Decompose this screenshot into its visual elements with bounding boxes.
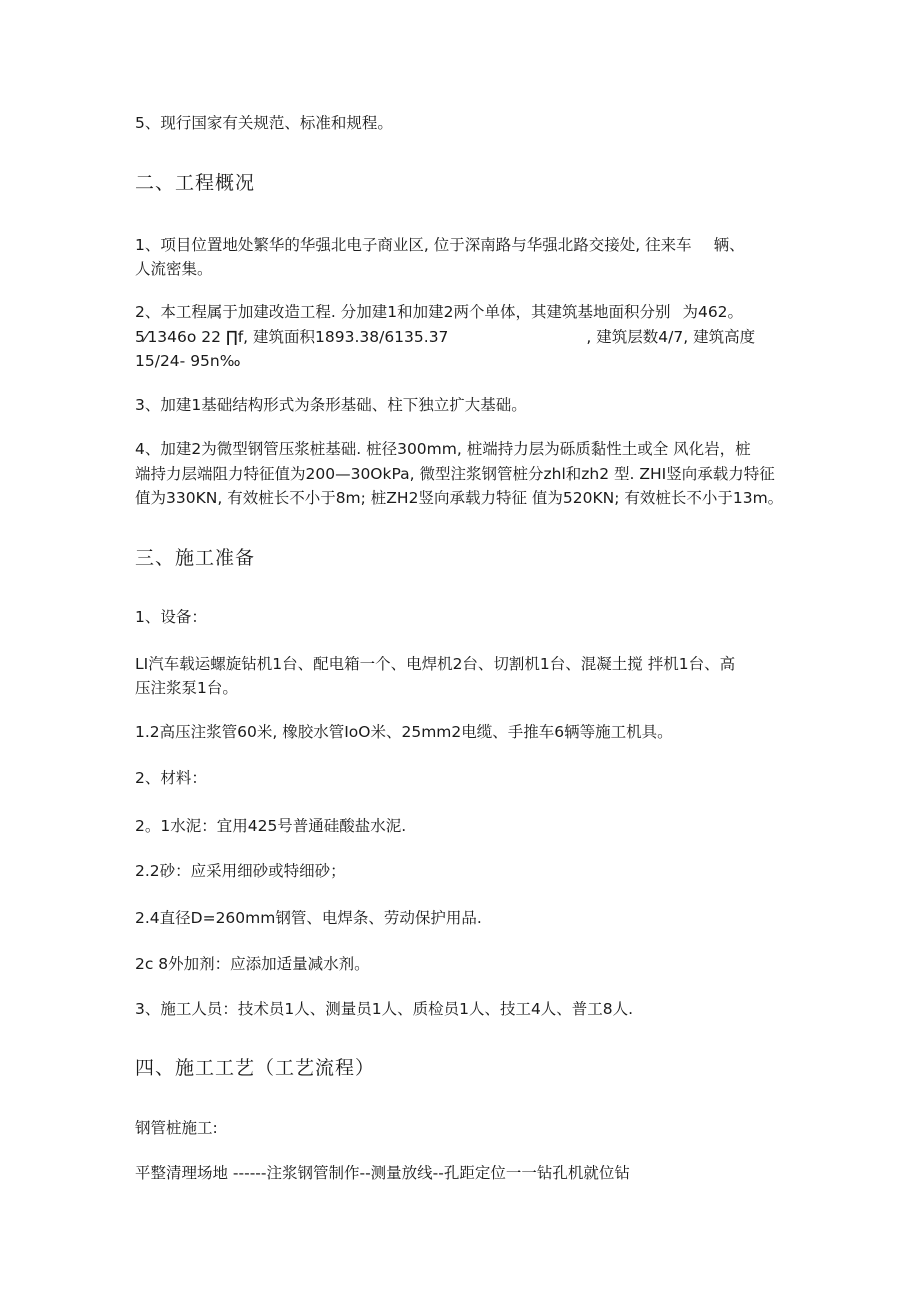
item-5-standards: 5、现行国家有关规范、标准和规程。 (135, 114, 393, 132)
section-2-title: 二、工程概况 (135, 172, 256, 194)
prep-1-1-line2: 压注浆泵1台。 (135, 679, 238, 697)
overview-2-line1 (135, 301, 743, 323)
prep-2-4: 2.4直径D=260mm钢管、电焊条、劳动保护用品. (135, 909, 482, 927)
prep-2-c8: 2c 8外加剂：应添加适量减水剂。 (135, 955, 370, 973)
prep-1-title: 1、设备： (135, 608, 207, 626)
section-4-title: 四、施工工艺（工艺流程） (135, 1057, 376, 1079)
overview-4-line2: 端持力层端阻力特征值为200—30OkPa, 微型注浆钢管桩分zhl和zh2 型. ZHI竖向承载力特征 (135, 465, 775, 483)
overview-3: 3、加建1基础结构形式为条形基础、柱下独立扩大基础。 (135, 396, 527, 414)
overview-1-line1-tail: 辆、 (713, 236, 745, 254)
overview-1-line1-text: 1、项目位置地处繁华的华强北电子商业区, 位于深南路与华强北路交接处, 往来车 (135, 236, 692, 254)
overview-2-line2-a: 5⁄1346o 22 ∏f, 建筑面积1893.38/6135.37 (135, 328, 449, 346)
overview-1-line2: 人流密集。 (135, 260, 213, 278)
overview-4-line3: 值为330KN, 有效桩长不小于8m; 桩ZH2竖向承载力特征 值为520KN; 有效桩长不小于13m。 (135, 489, 784, 507)
overview-2-line2 (135, 326, 755, 348)
prep-1-2: 1.2高压注浆管60米, 橡胶水管IoO米、25mm2电缆、手推车6辆等施工机具。 (135, 723, 673, 741)
overview-2-line1-tail: 为462。 (682, 303, 744, 321)
section-3-title: 三、施工准备 (135, 547, 256, 569)
prep-1-1-line1: LI汽车载运螺旋钻机1台、配电箱一个、电焊机2台、切割机1台、混凝土搅 拌机1台、高 (135, 655, 736, 673)
prep-3: 3、施工人员：技术员1人、测量员1人、质检员1人、技工4人、普工8人. (135, 1000, 634, 1018)
overview-2-line2-b: , 建筑层数4/7, 建筑高度 (586, 328, 756, 346)
overview-1-line1 (135, 234, 745, 256)
overview-2-line3: 15/24- 95n‰ (135, 352, 241, 370)
process-flow: 平整清理场地 ------注浆钢管制作--测量放线--孔距定位一一钻孔机就位钻 (135, 1164, 630, 1182)
prep-2-2: 2.2砂：应采用细砂或特细砂； (135, 862, 346, 880)
prep-2-title: 2、材料： (135, 769, 207, 787)
overview-4-line1: 4、加建2为微型钢管压浆桩基础. 桩径300mm, 桩端持力层为砾质黏性土或全 风化岩，桩 (135, 440, 751, 458)
prep-2-1: 2。1水泥：宜用425号普通硅酸盐水泥. (135, 817, 407, 835)
steel-pile-title: 钢管桩施工: (135, 1119, 218, 1137)
overview-2-line1-text: 2、本工程属于加建改造工程. 分加建1和加建2两个单体，其建筑基地面积分别 (135, 303, 671, 321)
